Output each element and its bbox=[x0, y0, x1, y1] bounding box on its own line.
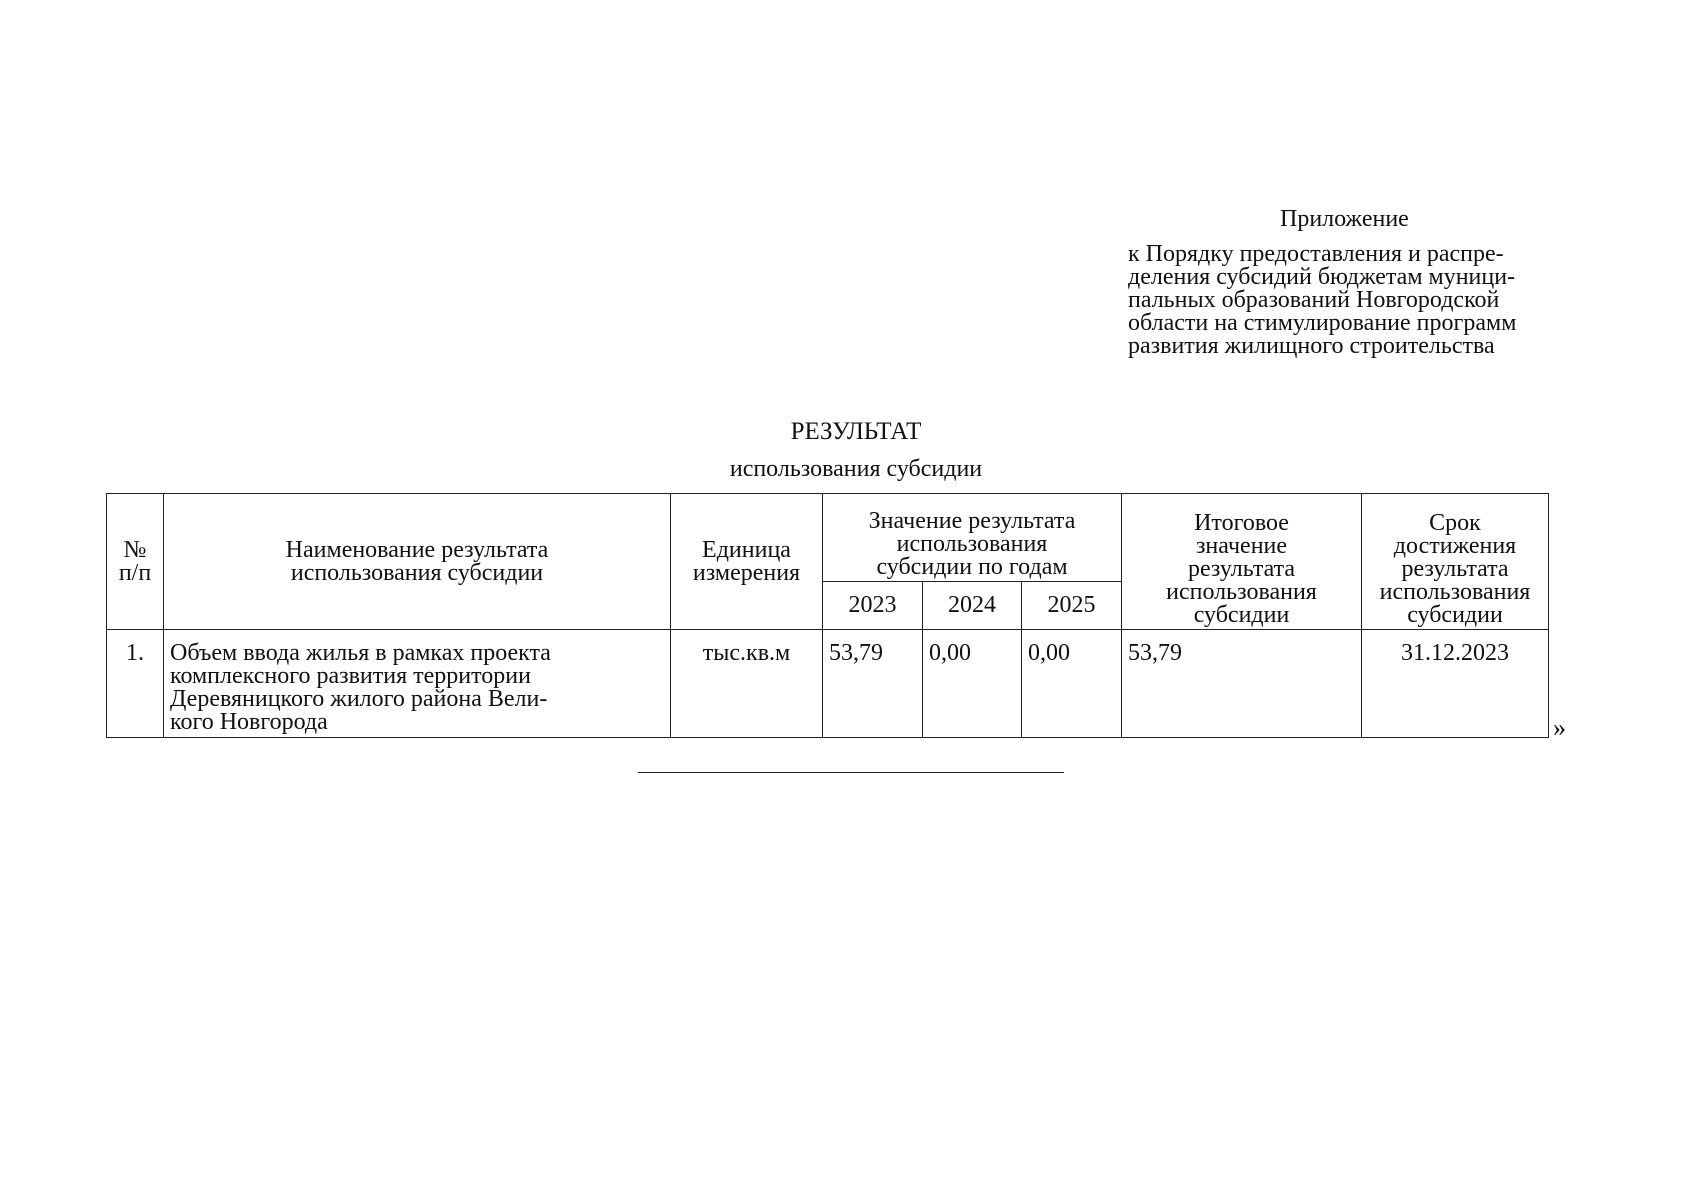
end-divider bbox=[638, 772, 1064, 773]
closing-quote: » bbox=[1553, 713, 1566, 742]
header-unit: Единица измерения bbox=[671, 494, 823, 630]
row-total: 53,79 bbox=[1122, 630, 1362, 738]
row-value-2023: 53,79 bbox=[823, 630, 923, 738]
header-values-by-year: Значение результата использования субсидии по годам bbox=[823, 494, 1122, 582]
row-deadline: 31.12.2023 bbox=[1362, 630, 1549, 738]
header-number: № п/п bbox=[107, 494, 164, 630]
table-row bbox=[107, 630, 1549, 738]
appendix-heading: Приложение bbox=[1280, 206, 1409, 232]
header-year-2024: 2024 bbox=[923, 582, 1022, 630]
row-number: 1. bbox=[107, 630, 164, 738]
row-value-2024: 0,00 bbox=[923, 630, 1022, 738]
appendix-text: к Порядку предоставления и распре- деления субсидий бюджетам муници- пальных образований Новгородской области на стимулирование программ развития жилищного строительства bbox=[1128, 241, 1517, 359]
results-table bbox=[106, 493, 1549, 738]
appendix-block bbox=[1128, 208, 1598, 358]
header-name: Наименование результата использования субсидии bbox=[164, 494, 671, 630]
row-unit: тыс.кв.м bbox=[671, 630, 823, 738]
header-year-2025: 2025 bbox=[1022, 582, 1122, 630]
header-deadline: Срок достижения результата использования субсидии bbox=[1362, 494, 1549, 630]
row-value-2025: 0,00 bbox=[1022, 630, 1122, 738]
document-title: РЕЗУЛЬТАТ bbox=[790, 418, 922, 445]
header-year-2023: 2023 bbox=[823, 582, 923, 630]
document-subtitle: использования субсидии bbox=[729, 456, 983, 482]
row-name: Объем ввода жилья в рамках проекта комплексного развития территории Деревяницкого жилого района Вели- кого Новгорода bbox=[164, 630, 671, 738]
header-total: Итоговое значение результата использования субсидии bbox=[1122, 494, 1362, 630]
